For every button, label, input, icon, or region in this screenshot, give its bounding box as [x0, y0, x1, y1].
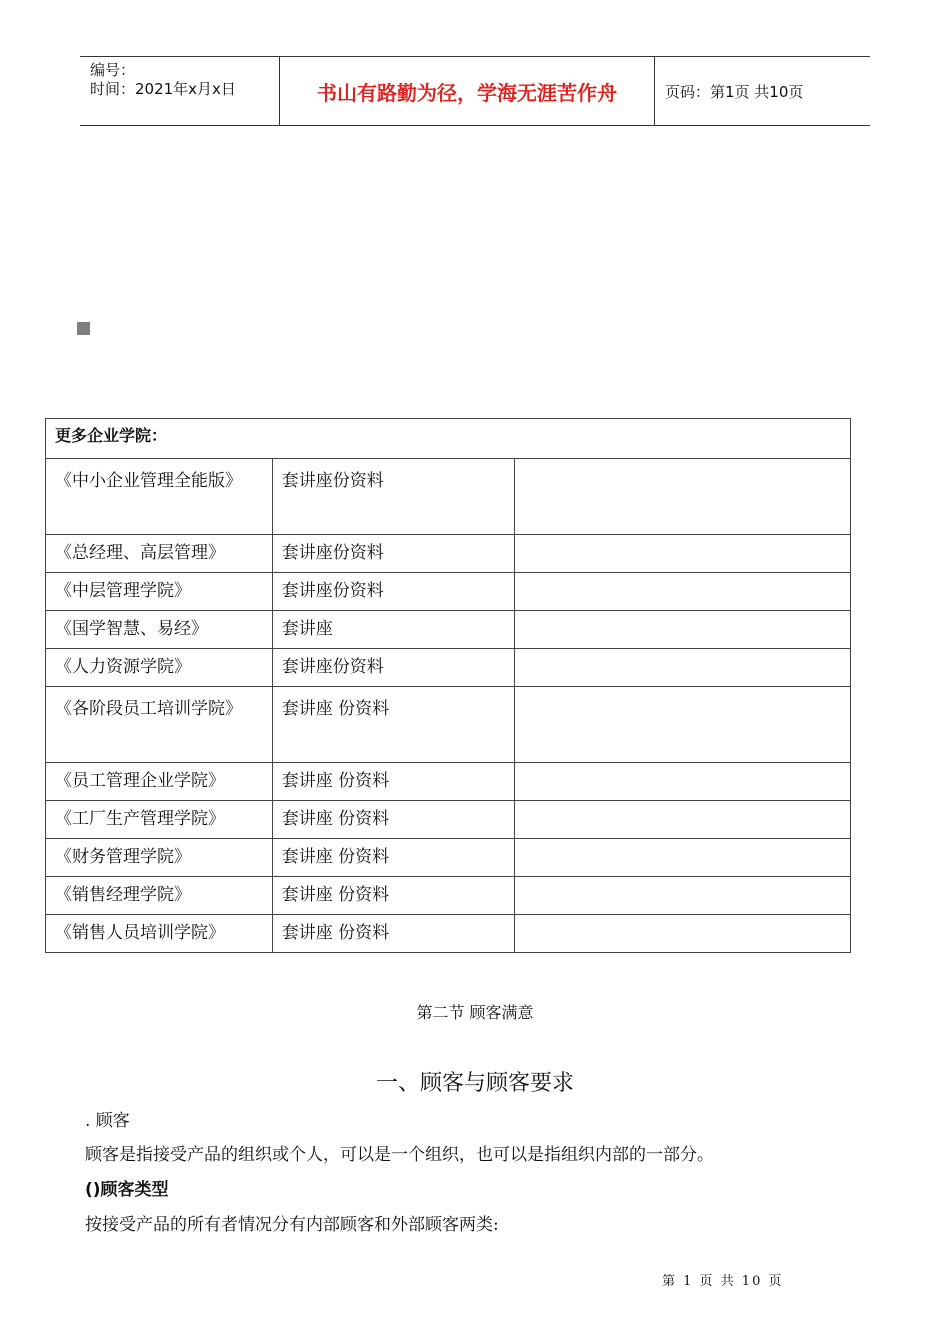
course-extra — [515, 877, 851, 915]
header-motto: 书山有路勤为径，学海无涯苦作舟 — [280, 57, 655, 125]
header-page-info: 页码：第1页 共10页 — [665, 82, 804, 101]
table-row — [46, 649, 851, 687]
course-detail: 套讲座 — [272, 611, 515, 649]
course-extra — [515, 535, 851, 573]
course-table — [45, 418, 851, 953]
table-row — [46, 915, 851, 953]
course-name: 《中层管理学院》 — [46, 573, 273, 611]
course-extra — [515, 763, 851, 801]
table-title: 更多企业学院： — [46, 419, 851, 459]
course-name: 《财务管理学院》 — [46, 839, 273, 877]
table-row — [46, 801, 851, 839]
number-label: 编号： — [90, 61, 136, 79]
course-name: 《销售经理学院》 — [46, 877, 273, 915]
square-bullet-icon — [77, 322, 90, 335]
paragraph-heading-customer-types: ()顾客类型 — [85, 1180, 169, 1200]
course-detail: 套讲座份资料 — [272, 459, 515, 535]
time-label: 时间：2021年x月x日 — [90, 80, 236, 98]
course-extra — [515, 839, 851, 877]
section-subtitle: 第二节 顾客满意 — [416, 1003, 534, 1022]
table-row — [46, 459, 851, 535]
table-row — [46, 573, 851, 611]
paragraph-customer-definition: 顾客是指接受产品的组织或个人，可以是一个组织，也可以是指组织内部的一部分。 — [85, 1145, 714, 1165]
course-extra — [515, 459, 851, 535]
paragraph-customer-types: 按接受产品的所有者情况分有内部顾客和外部顾客两类: — [85, 1215, 499, 1235]
section-title: 一、顾客与顾客要求 — [375, 1071, 574, 1096]
course-detail: 套讲座份资料 — [272, 573, 515, 611]
course-extra — [515, 649, 851, 687]
table-row — [46, 839, 851, 877]
table-row — [46, 877, 851, 915]
course-detail: 套讲座 份资料 — [272, 877, 515, 915]
course-detail: 套讲座份资料 — [272, 535, 515, 573]
course-name: 《工厂生产管理学院》 — [46, 801, 273, 839]
course-detail: 套讲座 份资料 — [272, 801, 515, 839]
course-detail: 套讲座 份资料 — [272, 915, 515, 953]
course-extra — [515, 915, 851, 953]
document-header — [80, 56, 870, 126]
course-detail: 套讲座份资料 — [272, 649, 515, 687]
course-extra — [515, 687, 851, 763]
header-meta — [80, 57, 280, 125]
course-name: 《员工管理企业学院》 — [46, 763, 273, 801]
course-name: 《中小企业管理全能版》 — [46, 459, 273, 535]
table-row — [46, 763, 851, 801]
course-extra — [515, 801, 851, 839]
course-detail: 套讲座 份资料 — [272, 763, 515, 801]
page-footer: 第 1 页 共 10 页 — [662, 1274, 784, 1289]
course-detail: 套讲座 份资料 — [272, 839, 515, 877]
course-name: 《人力资源学院》 — [46, 649, 273, 687]
course-name: 《总经理、高层管理》 — [46, 535, 273, 573]
course-extra — [515, 573, 851, 611]
table-row — [46, 611, 851, 649]
table-row — [46, 687, 851, 763]
course-name: 《国学智慧、易经》 — [46, 611, 273, 649]
table-row — [46, 535, 851, 573]
course-name: 《各阶段员工培训学院》 — [46, 687, 273, 763]
course-name: 《销售人员培训学院》 — [46, 915, 273, 953]
paragraph-heading-customer: . 顾客 — [85, 1111, 130, 1131]
table-title-row — [46, 419, 851, 459]
course-extra — [515, 611, 851, 649]
course-detail: 套讲座 份资料 — [272, 687, 515, 763]
